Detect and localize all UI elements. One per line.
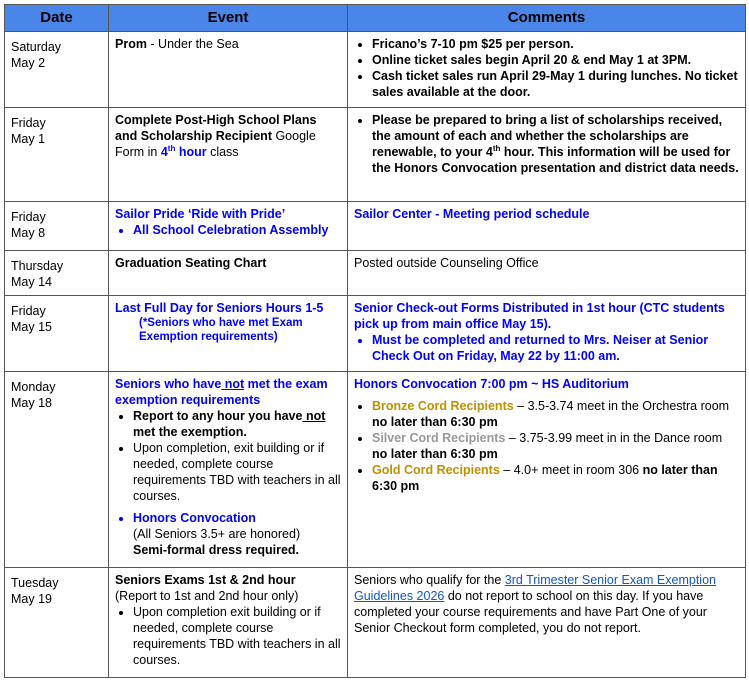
table-row [5, 372, 746, 568]
table-row [5, 296, 746, 372]
date-label: May 15 [11, 320, 52, 334]
event-hour-word: hour [175, 145, 207, 159]
event-hour: 4 [160, 145, 168, 159]
table-row [5, 32, 746, 108]
gold-label: Gold Cord Recipients [372, 463, 500, 477]
bronze-label: Bronze Cord Recipients [372, 399, 514, 413]
date-cell [5, 372, 109, 568]
date-label: May 19 [11, 592, 52, 606]
date-cell [5, 251, 109, 296]
item-note: (All Seniors 3.5+ are honored) [133, 527, 301, 541]
event-title-text: Seniors who have [115, 377, 222, 391]
event-cell [109, 251, 348, 296]
exemption-guidelines-link[interactable]: 3rd Trimester Senior Exam Exemption Guidelines 2026 [354, 573, 716, 603]
event-title-text-tail: met the exam exemption requirements [115, 377, 328, 407]
event-subtitle: - Under the Sea [146, 37, 239, 51]
event-note: (*Seniors who have met Exam Exemption requirements) [139, 317, 303, 343]
comment-title: Sailor Center - Meeting period schedule [354, 207, 590, 221]
list-item: • Honors Convocation [133, 510, 341, 526]
header-row [5, 5, 746, 32]
event-title: Graduation Seating Chart [115, 256, 267, 270]
day-label: Friday [11, 116, 46, 130]
list-item [372, 112, 739, 176]
event-cell [109, 108, 348, 202]
list-item: • Online ticket sales begin April 20 & end May 1 at 3PM. [372, 52, 739, 68]
event-cell [109, 202, 348, 251]
date-cell [5, 32, 109, 108]
event-cell [109, 372, 348, 568]
event-title: Last Full Day for Seniors Hours 1-5 [115, 301, 324, 315]
date-cell [5, 108, 109, 202]
list-item [372, 462, 739, 494]
item-dress: Semi-formal dress required. [133, 543, 300, 557]
event-note: (Report to 1st and 2nd hour only) [115, 589, 299, 603]
list-item: • Upon completion, exit building or if needed, complete course requirements TBD with teachers in all courses. [133, 440, 341, 504]
day-label: Monday [11, 380, 56, 394]
list-item: • Cash ticket sales run April 29-May 1 during lunches. No ticket sales available at the door. [372, 68, 739, 100]
event-title: Seniors Exams 1st & 2nd hour [115, 573, 296, 587]
day-label: Friday [11, 304, 46, 318]
header-comments: Comments [348, 5, 746, 32]
event-text: Google Form in [115, 129, 316, 159]
date-label: May 14 [11, 275, 52, 289]
table-row [5, 568, 746, 678]
comment-text: Seniors who qualify for the [354, 573, 505, 587]
silver-label: Silver Cord Recipients [372, 431, 506, 445]
event-title [115, 376, 341, 408]
header-event: Event [109, 5, 348, 32]
silver-text: – 3.75-3.99 meet in in the Dance room [505, 431, 723, 445]
comment-cell [348, 108, 746, 202]
comment-cell [348, 296, 746, 372]
day-label: Tuesday [11, 576, 59, 590]
comment-title: Honors Convocation 7:00 pm ~ HS Auditorium [354, 377, 629, 391]
date-label: May 1 [11, 132, 46, 146]
comment-cell [348, 202, 746, 251]
date-label: May 18 [11, 396, 52, 410]
silver-deadline: no later than 6:30 pm [372, 447, 498, 461]
event-cell [109, 296, 348, 372]
event-title: Complete Post-High School Plans and Scholarship Recipient [115, 113, 317, 143]
item-text: Report to any hour you have [133, 409, 303, 423]
event-title: Sailor Pride ‘Ride with Pride’ [115, 207, 286, 221]
comment-text-tail: do not report to school on this day. If you have completed your course requirements and have Part One of your Senior Checkout form completed, you do not report. [354, 589, 707, 635]
table-row [5, 202, 746, 251]
event-title-emphasis: not [221, 377, 245, 391]
day-label: Saturday [11, 40, 62, 54]
event-cell [109, 32, 348, 108]
gold-deadline: no later than 6:30 pm [372, 463, 718, 493]
list-item: • Upon completion exit building or if needed, complete course requirements TBD with teachers in all courses. [133, 604, 341, 668]
date-label: May 2 [11, 56, 46, 70]
comment-cell [348, 372, 746, 568]
event-text-tail: class [206, 145, 239, 159]
item-text-tail: met the exemption. [133, 425, 247, 439]
day-label: Thursday [11, 259, 64, 273]
comment-cell [348, 568, 746, 678]
date-label: May 8 [11, 226, 46, 240]
list-item: • Must be completed and returned to Mrs. Neiser at Senior Check Out on Friday, May 22 by 11:00 am. [372, 332, 739, 364]
comment-text: Posted outside Counseling Office [354, 256, 539, 270]
comment-suffix: th [492, 143, 501, 153]
comment-text-tail: hour. This information will be used for the Honors Convocation presentation and district data needs. [372, 145, 739, 175]
list-item: • All School Celebration Assembly [133, 222, 341, 238]
bronze-deadline: no later than 6:30 pm [372, 415, 498, 429]
event-hour-suffix: th [167, 143, 176, 153]
comment-title: Senior Check-out Forms Distributed in 1st hour (CTC students pick up from main office May 15). [354, 301, 725, 331]
date-cell [5, 202, 109, 251]
comment-cell [348, 32, 746, 108]
table-row [5, 108, 746, 202]
schedule-table [4, 4, 746, 678]
list-item: • Fricano’s 7-10 pm $25 per person. [372, 36, 739, 52]
gold-text: – 4.0+ meet in room 306 [499, 463, 643, 477]
event-cell [109, 568, 348, 678]
item-emphasis: not [302, 409, 326, 423]
comment-cell [348, 251, 746, 296]
table-row [5, 251, 746, 296]
header-date: Date [5, 5, 109, 32]
list-item [133, 408, 341, 440]
list-item [372, 430, 739, 462]
event-title: Prom [115, 37, 147, 51]
day-label: Friday [11, 210, 46, 224]
comment-text: Please be prepared to bring a list of scholarships received, the amount of each and whether the scholarships are renewable, to your 4 [372, 113, 723, 159]
bronze-text: – 3.5-3.74 meet in the Orchestra room [513, 399, 730, 413]
list-item [372, 398, 739, 430]
date-cell [5, 296, 109, 372]
date-cell [5, 568, 109, 678]
